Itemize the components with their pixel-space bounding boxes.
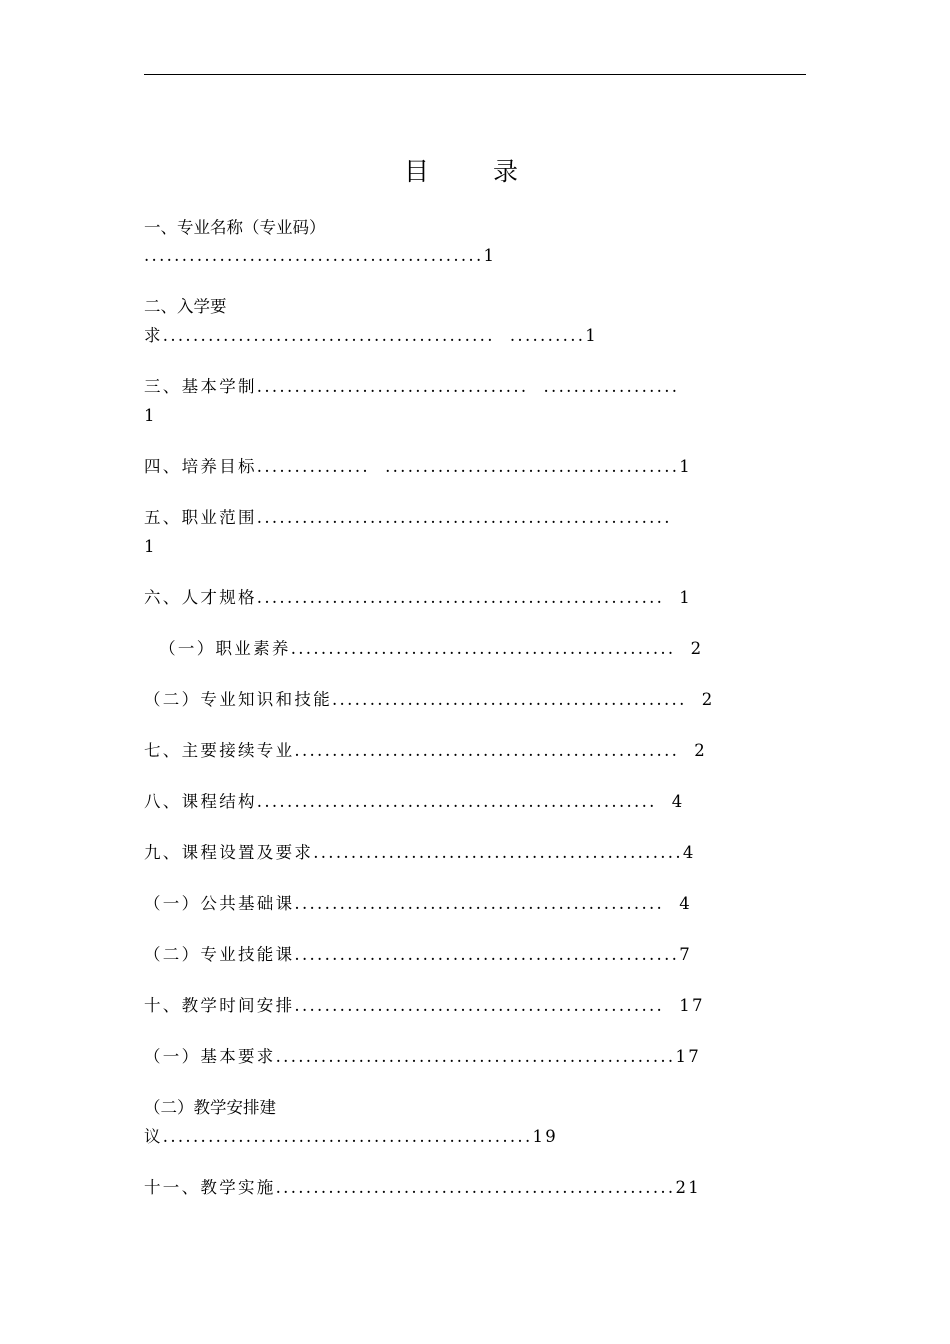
toc-entry-admission-line2[interactable]: 求............................................ ..........1 [144, 326, 599, 345]
toc-entry-arrangement-line1[interactable]: （二）教学安排建 [144, 1098, 276, 1117]
toc-entry-career-line2[interactable]: 1 [144, 537, 155, 556]
toc-entry-course-setting[interactable]: 九、课程设置及要求.................................................4 [144, 843, 696, 862]
toc-entry-schedule[interactable]: 十、教学时间安排................................................. 17 [144, 996, 705, 1015]
page-title: 目 录 [404, 157, 546, 186]
header-rule [144, 74, 806, 75]
toc-entry-admission-line1[interactable]: 二、入学要 [144, 297, 227, 316]
toc-entry-knowledge-skills[interactable]: （二）专业知识和技能............................................... 2 [144, 690, 715, 709]
toc-entry-implementation[interactable]: 十一、教学实施.....................................................21 [144, 1178, 702, 1197]
toc-entry-basic-requirements[interactable]: （一）基本要求.....................................................17 [144, 1047, 702, 1066]
toc-entry-objectives[interactable]: 四、培养目标............... .......................................1 [144, 457, 693, 476]
toc-entry-specs[interactable]: 六、人才规格...................................................... 1 [144, 588, 693, 607]
toc-entry-literacy[interactable]: （一）职业素养................................................... 2 [144, 639, 704, 658]
toc-entry-name-line1[interactable]: 一、专业名称（专业码） [144, 218, 326, 237]
toc-entry-career-line1[interactable]: 五、职业范围....................................................... [144, 508, 672, 527]
toc-entry-course-structure[interactable]: 八、课程结构..................................................... 4 [144, 792, 685, 811]
toc-entry-duration-line2[interactable]: 1 [144, 406, 155, 425]
toc-entry-skill-courses[interactable]: （二）专业技能课...................................................7 [144, 945, 692, 964]
toc-entry-duration-line1[interactable]: 三、基本学制.................................... .................. [144, 377, 680, 396]
toc-entry-arrangement-line2[interactable]: 议.................................................19 [144, 1127, 559, 1146]
toc-entry-public-courses[interactable]: （一）公共基础课................................................. 4 [144, 894, 692, 913]
toc-entry-name-line2[interactable]: .............................................1 [144, 246, 497, 265]
toc-entry-continuing-major[interactable]: 七、主要接续专业................................................... 2 [144, 741, 708, 760]
